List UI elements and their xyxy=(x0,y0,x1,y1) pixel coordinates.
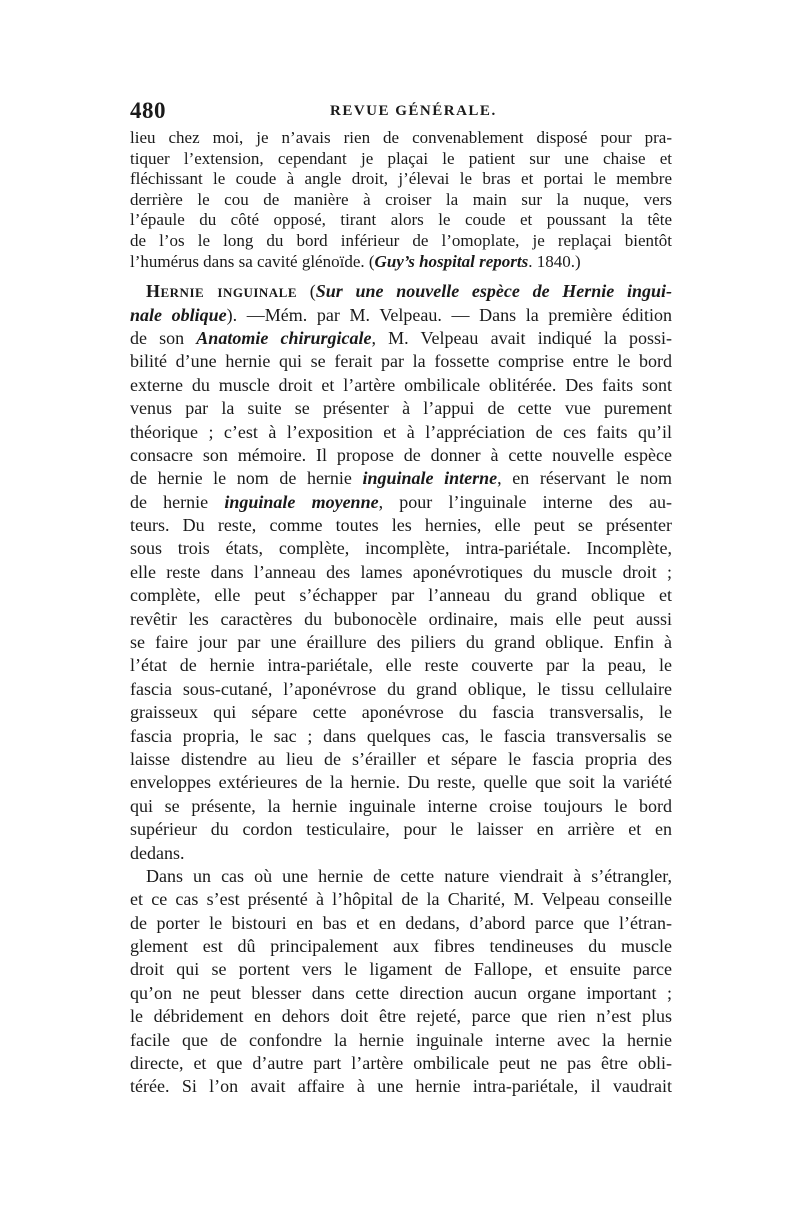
emphasis: inguinale interne xyxy=(362,468,498,489)
body-text xyxy=(130,128,672,1099)
text-line: graisseux qui sépare cette aponévrose du fascia transversalis, le xyxy=(130,702,672,723)
text-line: laisse distendre au lieu de s’érailler et sépare le fascia propria des xyxy=(130,748,672,769)
running-title: REVUE GÉNÉRALE. xyxy=(330,103,497,119)
text-line: venus par la suite se présenter à l’appui de cette vue purement xyxy=(130,398,672,419)
text-line: teurs. Du reste, comme toutes les hernies, elle peut se présenter xyxy=(130,515,672,536)
text-line: dedans. xyxy=(130,842,185,863)
text-line xyxy=(130,327,672,350)
paragraph-hernie-inguinale xyxy=(130,280,672,865)
text-line xyxy=(130,491,672,514)
text-line: térée. Si l’on avait affaire à une hernie intra-pariétale, il vaudrait xyxy=(130,1076,672,1097)
text-line: fascia propria, le sac ; dans quelques cas, le fascia transversalis se xyxy=(130,725,672,746)
citation-title: Guy’s hospital reports xyxy=(374,251,529,271)
text-run: , M. Velpeau avait indiqué la possi- xyxy=(371,327,672,348)
text-line: enveloppes extérieures de la hernie. Du reste, quelle que soit la variété xyxy=(130,772,672,793)
text-run: de son xyxy=(130,327,197,348)
text-line: fléchissant le coude à angle droit, j’élevai le bras et portai le membre xyxy=(130,169,672,189)
text-line: complète, elle peut s’échapper par l’anneau du grand oblique et xyxy=(130,585,672,606)
text-run: , en réservant le nom xyxy=(497,468,672,489)
text-line: Dans un cas où une hernie de cette nature viendrait à s’étrangler, xyxy=(146,865,672,886)
text-line: tiquer l’extension, cependant je plaçai le patient sur une chaise et xyxy=(130,148,672,168)
text-line: de porter le bistouri en bas et en dedans, d’abord parce que l’étran- xyxy=(130,912,672,933)
text-run: de hernie xyxy=(130,491,225,512)
article-title: Sur une nouvelle espèce de Hernie ingui- xyxy=(315,281,672,302)
text-line: le débridement en dehors doit être rejeté, parce que rien n’est plus xyxy=(130,1006,672,1027)
text-line: sous trois états, complète, incomplète, intra-pariétale. Incomplète, xyxy=(130,538,672,559)
text-line: derrière le cou de manière à croiser la main sur la nuque, vers xyxy=(130,189,672,209)
text-line xyxy=(130,304,672,327)
text-run: de hernie le nom de hernie xyxy=(130,468,363,489)
text-line xyxy=(130,467,672,490)
page-number: 480 xyxy=(130,98,166,123)
text-line: directe, et que d’autre part l’artère ombilicale peut ne pas être obli- xyxy=(130,1053,672,1074)
text-line: glement est dû principalement aux fibres tendineuses du muscle xyxy=(130,936,672,957)
text-line: elle reste dans l’anneau des lames aponévrotiques du muscle droit ; xyxy=(130,561,672,582)
text-line: supérieur du cordon testiculaire, pour le laisser en arrière et en xyxy=(130,819,672,840)
text-line: de l’os le long du bord inférieur de l’omoplate, je replaçai bientôt xyxy=(130,230,672,250)
book-title: Anatomie chirurgicale xyxy=(196,327,372,348)
text-line: bilité d’une hernie qui se ferait par la fossette comprise entre le bord xyxy=(130,351,672,372)
text-line: qui se présente, la hernie inguinale interne croise toujours le bord xyxy=(130,795,672,816)
text-line xyxy=(130,252,672,273)
text-run: l’humérus dans sa cavité glénoïde. ( xyxy=(130,251,375,271)
text-line: consacre son mémoire. Il propose de donner à cette nouvelle espèce xyxy=(130,444,672,465)
text-run: ( xyxy=(297,281,316,302)
text-line: externe du muscle droit et l’artère ombilicale oblitérée. Des faits sont xyxy=(130,374,672,395)
text-line: revêtir les caractères du bubonocèle ordinaire, mais elle peut aussi xyxy=(130,608,672,629)
text-line: théorique ; c’est à l’exposition et à l’appréciation de ces faits qu’il xyxy=(130,421,672,442)
text-line: fascia sous-cutané, l’aponévrose du grand oblique, le tissu cellulaire xyxy=(130,678,672,699)
text-line: se faire jour par une éraillure des piliers du grand oblique. Enfin à xyxy=(130,632,672,653)
text-line: lieu chez moi, je n’avais rien de convenablement disposé pour pra- xyxy=(130,128,672,147)
text-line: l’épaule du côté opposé, tirant alors le coude et poussant la tête xyxy=(130,210,672,230)
text-line: l’état de hernie intra-pariétale, elle reste couverte par la peau, le xyxy=(130,655,672,676)
text-run: . 1840.) xyxy=(528,251,581,271)
text-line xyxy=(130,280,672,303)
text-line: et ce cas s’est présenté à l’hôpital de la Charité, M. Velpeau conseille xyxy=(130,889,672,910)
text-line: qu’on ne peut blesser dans cette direction aucun organe important ; xyxy=(130,982,672,1003)
article-title: nale oblique xyxy=(130,304,227,325)
text-line: facile que de confondre la hernie inguinale interne avec la hernie xyxy=(130,1029,672,1050)
section-heading: Hernie inguinale xyxy=(146,281,298,302)
text-run: ). —Mém. par M. Velpeau. — Dans la première édition xyxy=(226,304,672,325)
paragraph-dislocation-end xyxy=(130,128,672,272)
page-header xyxy=(0,0,800,130)
paragraph-etranglement xyxy=(130,865,672,1099)
emphasis: inguinale moyenne xyxy=(224,491,379,512)
text-run: , pour l’inguinale interne des au- xyxy=(378,491,672,512)
text-line: droit qui se portent vers le ligament de Fallope, et ensuite parce xyxy=(130,959,672,980)
